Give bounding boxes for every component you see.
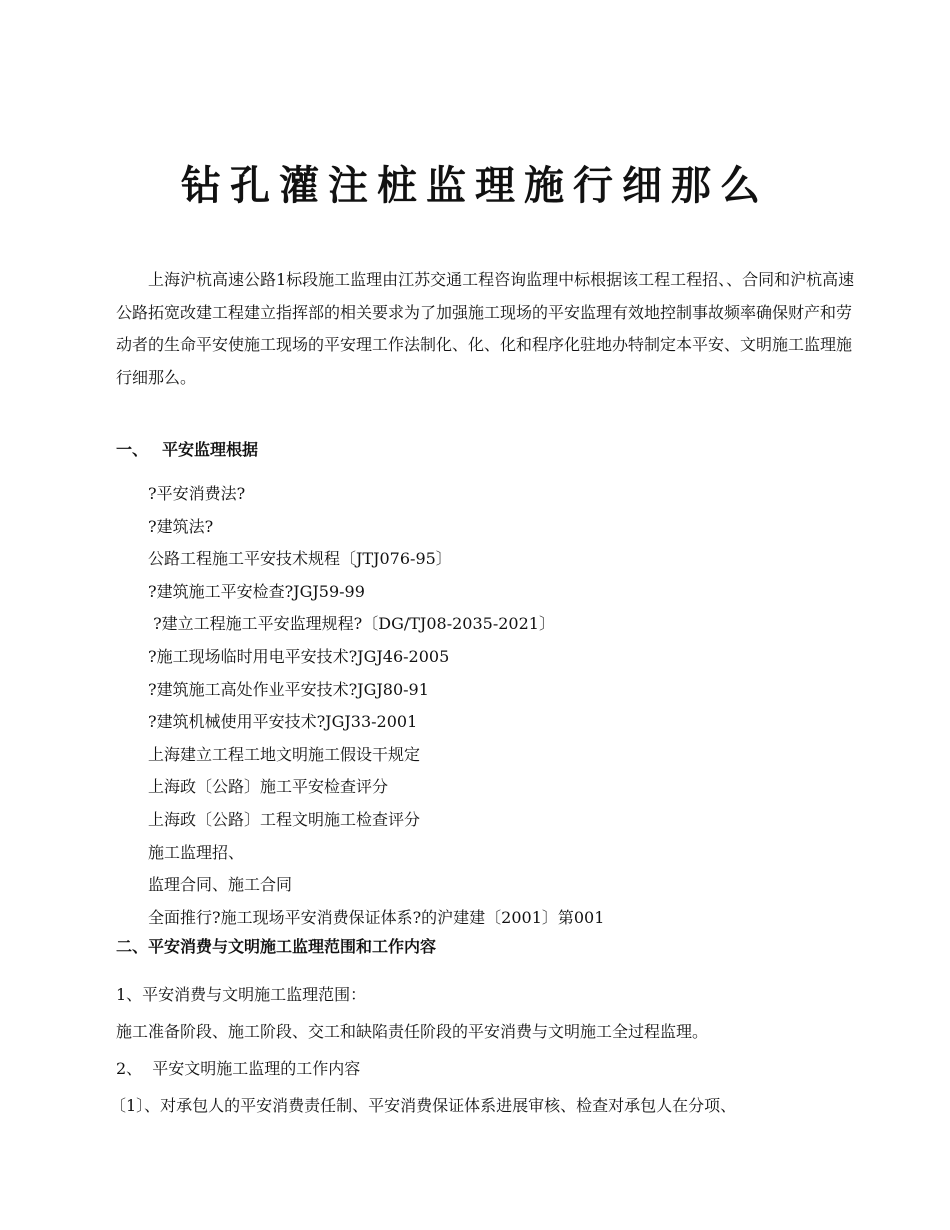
- reference-list: [148, 478, 604, 934]
- reference-item: 监理合同、施工合同: [148, 875, 293, 895]
- intro-paragraph: 上海沪杭高速公路1标段施工监理由江苏交通工程咨询监理中标根据该工程工程招、、合同和沪杭高速公路拓宽改建工程建立指挥部的相关要求为了加强施工现场的平安监理有效地控制事故频率确保财产和劳动者的生命平安使施工现场的平安理工作法制化、化、化和程序化驻地办特制定本平安、文明施工监理施行细那么。: [116, 270, 855, 387]
- reference-item: 上海政〔公路〕施工平安检查评分: [148, 777, 389, 797]
- reference-item: 施工监理招、: [148, 842, 245, 862]
- section-2-sub-2-number: 2、: [116, 1059, 143, 1078]
- section-2-sub-2-title: 平安文明施工监理的工作内容: [152, 1059, 361, 1078]
- reference-item: ?平安消费法?: [148, 484, 246, 503]
- reference-item: 公路工程施工平安技术规程〔JTJ076-95〕: [148, 549, 452, 569]
- reference-item: 全面推行?施工现场平安消费保证体系?的沪建建〔2001〕第001: [148, 907, 605, 927]
- section-2-heading: 二、平安消费与文明施工监理范围和工作内容: [116, 937, 437, 956]
- section-1-number: 一、: [116, 440, 149, 459]
- section-2-sub-1: 1、平安消费与文明施工监理范围：: [116, 985, 367, 1004]
- section-2-sub-2: [116, 1056, 360, 1082]
- reference-item: ?建筑机械使用平安技术?JGJ33-2001: [148, 712, 418, 732]
- reference-item: ?建筑施工平安检查?JGJ59-99: [148, 581, 365, 601]
- reference-item: 上海建立工程工地文明施工假设干规定: [148, 744, 421, 764]
- section-1-title: 平安监理根据: [162, 440, 259, 459]
- section-2-item-1: 〔1〕、对承包人的平安消费责任制、平安消费保证体系进展审核、检查对承包人在分项、: [110, 1096, 737, 1115]
- reference-item: 上海政〔公路〕工程文明施工检查评分: [148, 809, 421, 829]
- section-1-heading: [116, 438, 258, 462]
- reference-item: ?建筑施工高处作业平安技术?JGJ80-91: [148, 679, 429, 699]
- reference-item: ?建立工程施工平安监理规程?〔DG/TJ08-2035-2021〕: [148, 614, 555, 634]
- reference-item: ?建筑法?: [148, 516, 214, 536]
- document-title: 钻孔灌注桩监理施行细那么: [181, 163, 769, 209]
- section-2-scope-text: 施工准备阶段、施工阶段、交工和缺陷责任阶段的平安消费与文明施工全过程监理。: [116, 1022, 709, 1041]
- reference-item: ?施工现场临时用电平安技术?JGJ46-2005: [148, 646, 450, 666]
